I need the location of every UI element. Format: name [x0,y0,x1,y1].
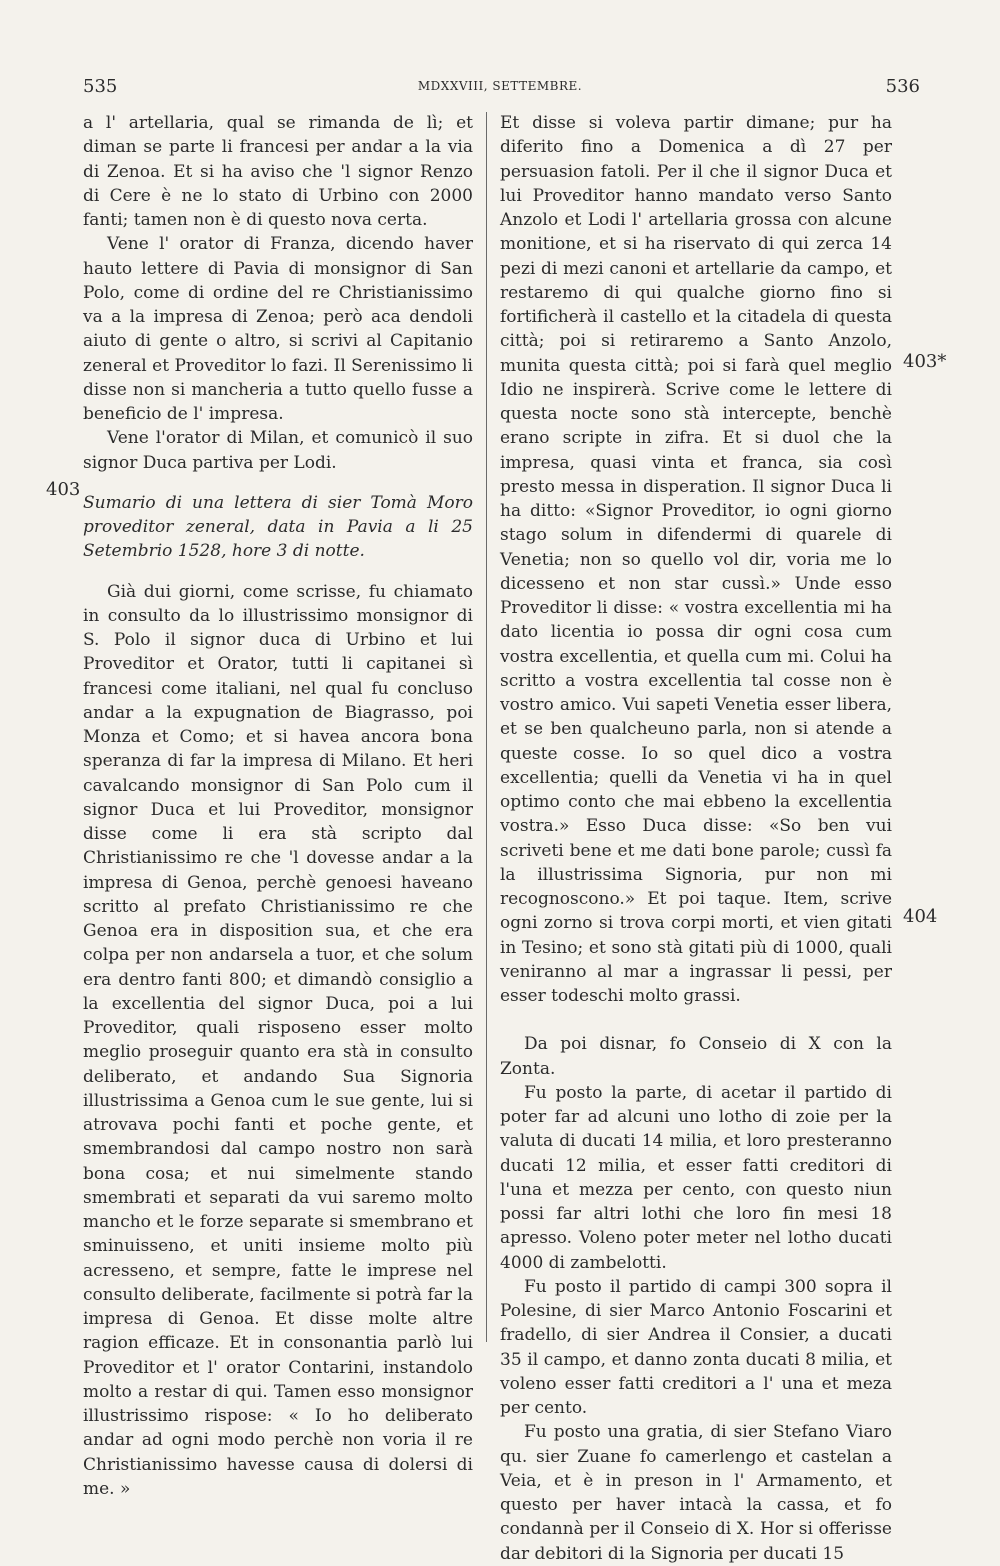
margin-note-right: 404 [903,906,938,927]
page-number-left: 535 [83,76,118,97]
page-header [0,76,1000,100]
paragraph: Et disse si voleva partir dimane; pur ha diferito fino a Domenica a dì 27 per persuasion fatoli. Per il che il signor Duca et lui Proveditor hanno mandato verso Santo Anzolo et Lodi l' artellaria grossa con alcune monitione, et si ha riservato di qui zerca 14 pezi di mezi canoni et artellarie da campo, et restaremo di qui qualche giorno fino si fortificherà il castello et la citadela di questa città; poi si retiraremo a Santo Anzolo, munita questa città; poi si farà quel meglio Idio ne inspirerà. Scrive come le lettere di questa nocte sono stà intercepte, benchè erano scripte in zifra. Et si duol che la impresa, quasi vinta et franca, sia così presto messa in disperation. Il signor Duca li ha ditto: «Signor Proveditor, io ogni giorno stago solum in difendermi di quarele di Venetia; non so quello vol dir, voria me lo dicesseno et non star cussì.» Unde esso Proveditor li disse: « vostra excellentia mi ha dato licentia io possa dir ogni cosa cum vostra excellentia, et quella cum mi. Colui ha scritto a vostra excellentia tal cosse non è vostro amico. Vui sapeti Venetia esser libera, et se ben qualcheuno parla, non si atende a queste cosse. Io so quel dico a vostra excellentia; quelli da Venetia vi ha in quel optimo conto che mai ebbeno la excellentia vostra.» Esso Duca disse: «So ben vui scriveti bene et me dati bone parole; cussì fa la illustrissima Signoria, pur non mi recognoscono.» Et poi taque. Item, scrive ogni zorno si trova corpi morti, et vien gitati in Tesino; et sono stà gitati più di 1000, quali veniranno al mar a ingrassar li pessi, per esser todeschi molto grassi. [500,113,892,1006]
paragraph: Già dui giorni, come scrisse, fu chiamato in consulto da lo illustrissimo monsignor di S. Polo il signor duca di Urbino et lui Proveditor et Orator, tutti li capitanei sì francesi come italiani, nel qual fu concluso andar a la expugnation de Biagrasso, poi Monza et Como; et si havea ancora bona speranza di far la impresa di Milano. Et heri cavalcando monsignor di San Polo cum il signor Duca et lui Proveditor, monsignor disse come li era stà scripto dal Christianissimo re che 'l dovesse andar a la impresa di Genoa, perchè genoesi haveano scritto al prefato Christianissimo re che Genoa era in disposition sua, et che era colpa per non andarsela a tuor, et che solum era dentro fanti 800; et dimandò consiglio a la excellentia del signor Duca, poi a lui Proveditor, quali risposeno esser molto meglio proseguir quanto era stà in consulto deliberato, et andando Sua Signoria illustrissima a Genoa cum le sue gente, lui si atrovava pochi fanti et poche gente, et smembrandosi dal campo nostro non sarà bona cosa; et nui simelmente stando smembrati et separati da vui saremo molto mancho et le forze separate si smembrano et sminuisseno, et uniti insieme molto più acresseno, et sempre, fatte le imprese nel consulto deliberate, facilmente si potrà far la impresa di Genoa. Et disse molte altre ragion efficaze. Et in consonantia parlò lui Proveditor et l' orator Contarini, instandolo molto a restar di qui. Tamen esso monsignor illustrissimo rispose: « Io ho deliberato andar ad ogni modo perchè non voria il re Christianissimo havesse causa di dolersi di me. » [83,581,473,1499]
paragraph: Vene l' orator di Franza, dicendo haver hauto lettere di Pavia di monsignor di San Polo, come di ordine del re Christianissimo va a la impresa di Zenoa; però aca dendoli aiuto di gente o altro, si scrivi al Capitanio zeneral et Proveditor lo fazi. Il Serenissimo li disse non si mancheria a tutto quello fusse a beneficio de l' impresa. [83,234,473,424]
right-column [500,111,892,1566]
margin-note-right: 403* [903,351,947,372]
spacer [500,1008,892,1032]
paragraph: a l' artellaria, qual se rimanda de lì; et diman se parte li francesi per andar a la via di Zenoa. Et si ha aviso che 'l signor Renzo di Cere è ne lo stato di Urbino con 2000 fanti; tamen non è di questo nova certa. [83,113,473,230]
margin-note-left: 403 [46,479,81,500]
paragraph: Da poi disnar, fo Conseio di X con la Zonta. [500,1034,892,1079]
paragraph: Fu posto una gratia, di sier Stefano Viaro qu. sier Zuane fo camerlengo et castelan a Veia, et è in preson in l' Armamento, et questo per haver intacà la cassa, et fo condannà per il Conseio di X. Hor si offerisse dar debitori di la Signoria per ducati 15 [500,1422,892,1564]
page-number-right: 536 [885,76,920,97]
paragraph: Fu posto il partido di campi 300 sopra il Polesine, di sier Marco Antonio Foscarini et fradello, di sier Andrea il Consier, a ducati 35 il campo, et danno zonta ducati 8 milia, et voleno esser fatti creditori a l' una et meza per cento. [500,1276,892,1418]
paragraph: Fu posto la parte, di acetar il partido di poter far ad alcuni uno lotho di zoie per la valuta di ducati 14 milia, et loro presteranno ducati 12 milia, et esser fatti creditori di l'una et mezza per cento, con questo niun possi far altri lothi che loro fin mesi 18 apresso. Voleno poter meter nel lotho ducati 4000 di zambelotti. [500,1082,892,1273]
column-divider [486,112,487,1342]
paragraph: Vene l'orator di Milan, et comunicò il suo signor Duca partiva per Lodi. [83,428,473,473]
running-title: MDXXVIII, SETTEMBRE. [417,79,583,93]
section-heading: Sumario di una lettera di sier Tomà Moro proveditor zeneral, data in Pavia a li 25 Setembrio 1528, hore 3 di notte. [83,492,473,562]
left-column [83,111,473,1501]
